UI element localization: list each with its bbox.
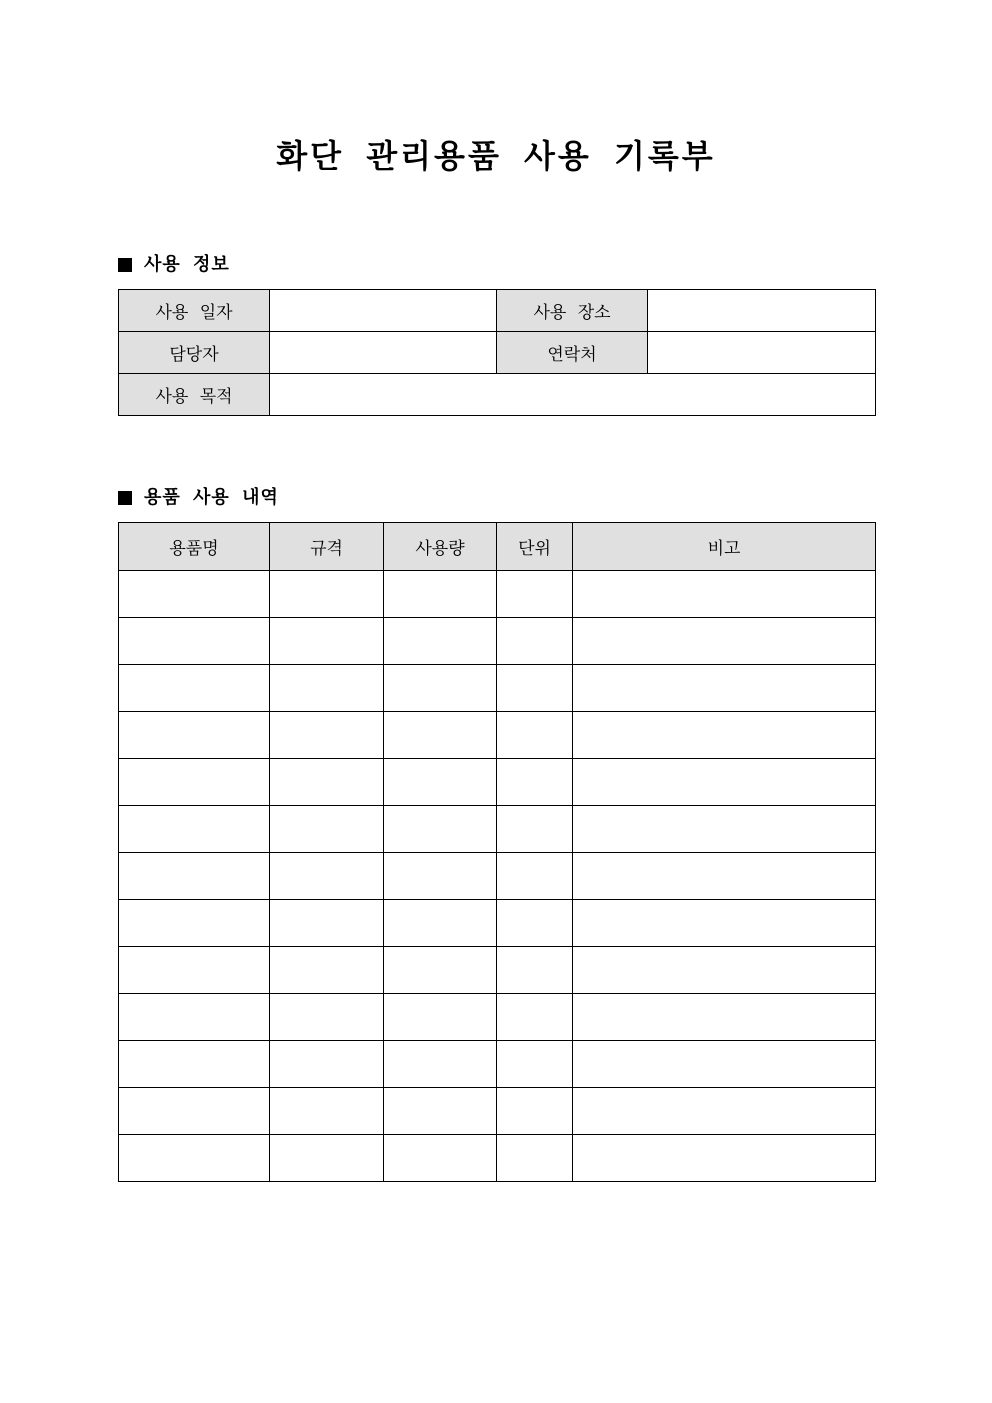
- item-name-cell[interactable]: [119, 994, 270, 1041]
- note-cell[interactable]: [573, 712, 876, 759]
- table-row: [119, 1088, 876, 1135]
- spec-cell[interactable]: [270, 853, 384, 900]
- table-row: [119, 618, 876, 665]
- spec-cell[interactable]: [270, 712, 384, 759]
- amount-cell[interactable]: [384, 1041, 497, 1088]
- note-cell[interactable]: [573, 1041, 876, 1088]
- amount-cell[interactable]: [384, 900, 497, 947]
- table-row: [119, 853, 876, 900]
- contact-field[interactable]: [648, 332, 876, 374]
- spec-cell[interactable]: [270, 618, 384, 665]
- note-cell[interactable]: [573, 994, 876, 1041]
- note-cell[interactable]: [573, 947, 876, 994]
- spec-cell[interactable]: [270, 1135, 384, 1182]
- spec-cell[interactable]: [270, 947, 384, 994]
- spec-cell[interactable]: [270, 571, 384, 618]
- spec-cell[interactable]: [270, 665, 384, 712]
- item-name-cell[interactable]: [119, 712, 270, 759]
- unit-cell[interactable]: [497, 1088, 573, 1135]
- table-row: [119, 806, 876, 853]
- note-cell[interactable]: [573, 665, 876, 712]
- note-cell[interactable]: [573, 571, 876, 618]
- item-name-cell[interactable]: [119, 665, 270, 712]
- unit-cell[interactable]: [497, 618, 573, 665]
- purpose-field[interactable]: [270, 374, 876, 416]
- item-name-cell[interactable]: [119, 947, 270, 994]
- item-name-cell[interactable]: [119, 1135, 270, 1182]
- unit-cell[interactable]: [497, 900, 573, 947]
- table-row: [119, 900, 876, 947]
- amount-cell[interactable]: [384, 571, 497, 618]
- note-cell[interactable]: [573, 853, 876, 900]
- column-header-amount: 사용량: [384, 523, 497, 571]
- table-row: [119, 1041, 876, 1088]
- unit-cell[interactable]: [497, 1135, 573, 1182]
- place-field[interactable]: [648, 290, 876, 332]
- amount-cell[interactable]: [384, 759, 497, 806]
- column-header-spec: 규격: [270, 523, 384, 571]
- spec-cell[interactable]: [270, 759, 384, 806]
- unit-cell[interactable]: [497, 712, 573, 759]
- note-cell[interactable]: [573, 900, 876, 947]
- table-row: [119, 712, 876, 759]
- unit-cell[interactable]: [497, 853, 573, 900]
- table-row: [119, 759, 876, 806]
- section-heading-usage-info: [118, 253, 230, 277]
- table-row: [119, 994, 876, 1041]
- table-row: [119, 1135, 876, 1182]
- note-cell[interactable]: [573, 618, 876, 665]
- unit-cell[interactable]: [497, 571, 573, 618]
- items-table: [118, 522, 876, 1182]
- spec-cell[interactable]: [270, 994, 384, 1041]
- table-row: [119, 571, 876, 618]
- section-heading-items: [118, 486, 279, 510]
- spec-cell[interactable]: [270, 1088, 384, 1135]
- note-cell[interactable]: [573, 1135, 876, 1182]
- column-header-unit: 단위: [497, 523, 573, 571]
- spec-cell[interactable]: [270, 900, 384, 947]
- items-header-row: [119, 523, 876, 571]
- amount-cell[interactable]: [384, 947, 497, 994]
- amount-cell[interactable]: [384, 806, 497, 853]
- amount-cell[interactable]: [384, 618, 497, 665]
- manager-field[interactable]: [270, 332, 497, 374]
- amount-cell[interactable]: [384, 1088, 497, 1135]
- column-header-note: 비고: [573, 523, 876, 571]
- usage-info-row: [119, 290, 876, 332]
- note-cell[interactable]: [573, 759, 876, 806]
- unit-cell[interactable]: [497, 665, 573, 712]
- unit-cell[interactable]: [497, 759, 573, 806]
- usage-info-table: [118, 289, 876, 416]
- item-name-cell[interactable]: [119, 853, 270, 900]
- amount-cell[interactable]: [384, 994, 497, 1041]
- unit-cell[interactable]: [497, 994, 573, 1041]
- square-bullet-icon: [118, 258, 132, 272]
- purpose-label: 사용 목적: [119, 374, 270, 416]
- spec-cell[interactable]: [270, 806, 384, 853]
- unit-cell[interactable]: [497, 947, 573, 994]
- unit-cell[interactable]: [497, 1041, 573, 1088]
- note-cell[interactable]: [573, 806, 876, 853]
- date-label: 사용 일자: [119, 290, 270, 332]
- item-name-cell[interactable]: [119, 571, 270, 618]
- item-name-cell[interactable]: [119, 806, 270, 853]
- column-header-item-name: 용품명: [119, 523, 270, 571]
- item-name-cell[interactable]: [119, 618, 270, 665]
- date-field[interactable]: [270, 290, 497, 332]
- item-name-cell[interactable]: [119, 759, 270, 806]
- section-heading-label: 용품 사용 내역: [144, 487, 279, 508]
- item-name-cell[interactable]: [119, 1088, 270, 1135]
- amount-cell[interactable]: [384, 853, 497, 900]
- item-name-cell[interactable]: [119, 1041, 270, 1088]
- usage-info-row: [119, 332, 876, 374]
- amount-cell[interactable]: [384, 665, 497, 712]
- page-title: 화단 관리용품 사용 기록부: [276, 137, 716, 175]
- manager-label: 담당자: [119, 332, 270, 374]
- note-cell[interactable]: [573, 1088, 876, 1135]
- spec-cell[interactable]: [270, 1041, 384, 1088]
- table-row: [119, 947, 876, 994]
- amount-cell[interactable]: [384, 712, 497, 759]
- section-heading-label: 사용 정보: [144, 254, 230, 275]
- place-label: 사용 장소: [497, 290, 648, 332]
- square-bullet-icon: [118, 491, 132, 505]
- unit-cell[interactable]: [497, 806, 573, 853]
- item-name-cell[interactable]: [119, 900, 270, 947]
- usage-info-row: [119, 374, 876, 416]
- contact-label: 연락처: [497, 332, 648, 374]
- amount-cell[interactable]: [384, 1135, 497, 1182]
- table-row: [119, 665, 876, 712]
